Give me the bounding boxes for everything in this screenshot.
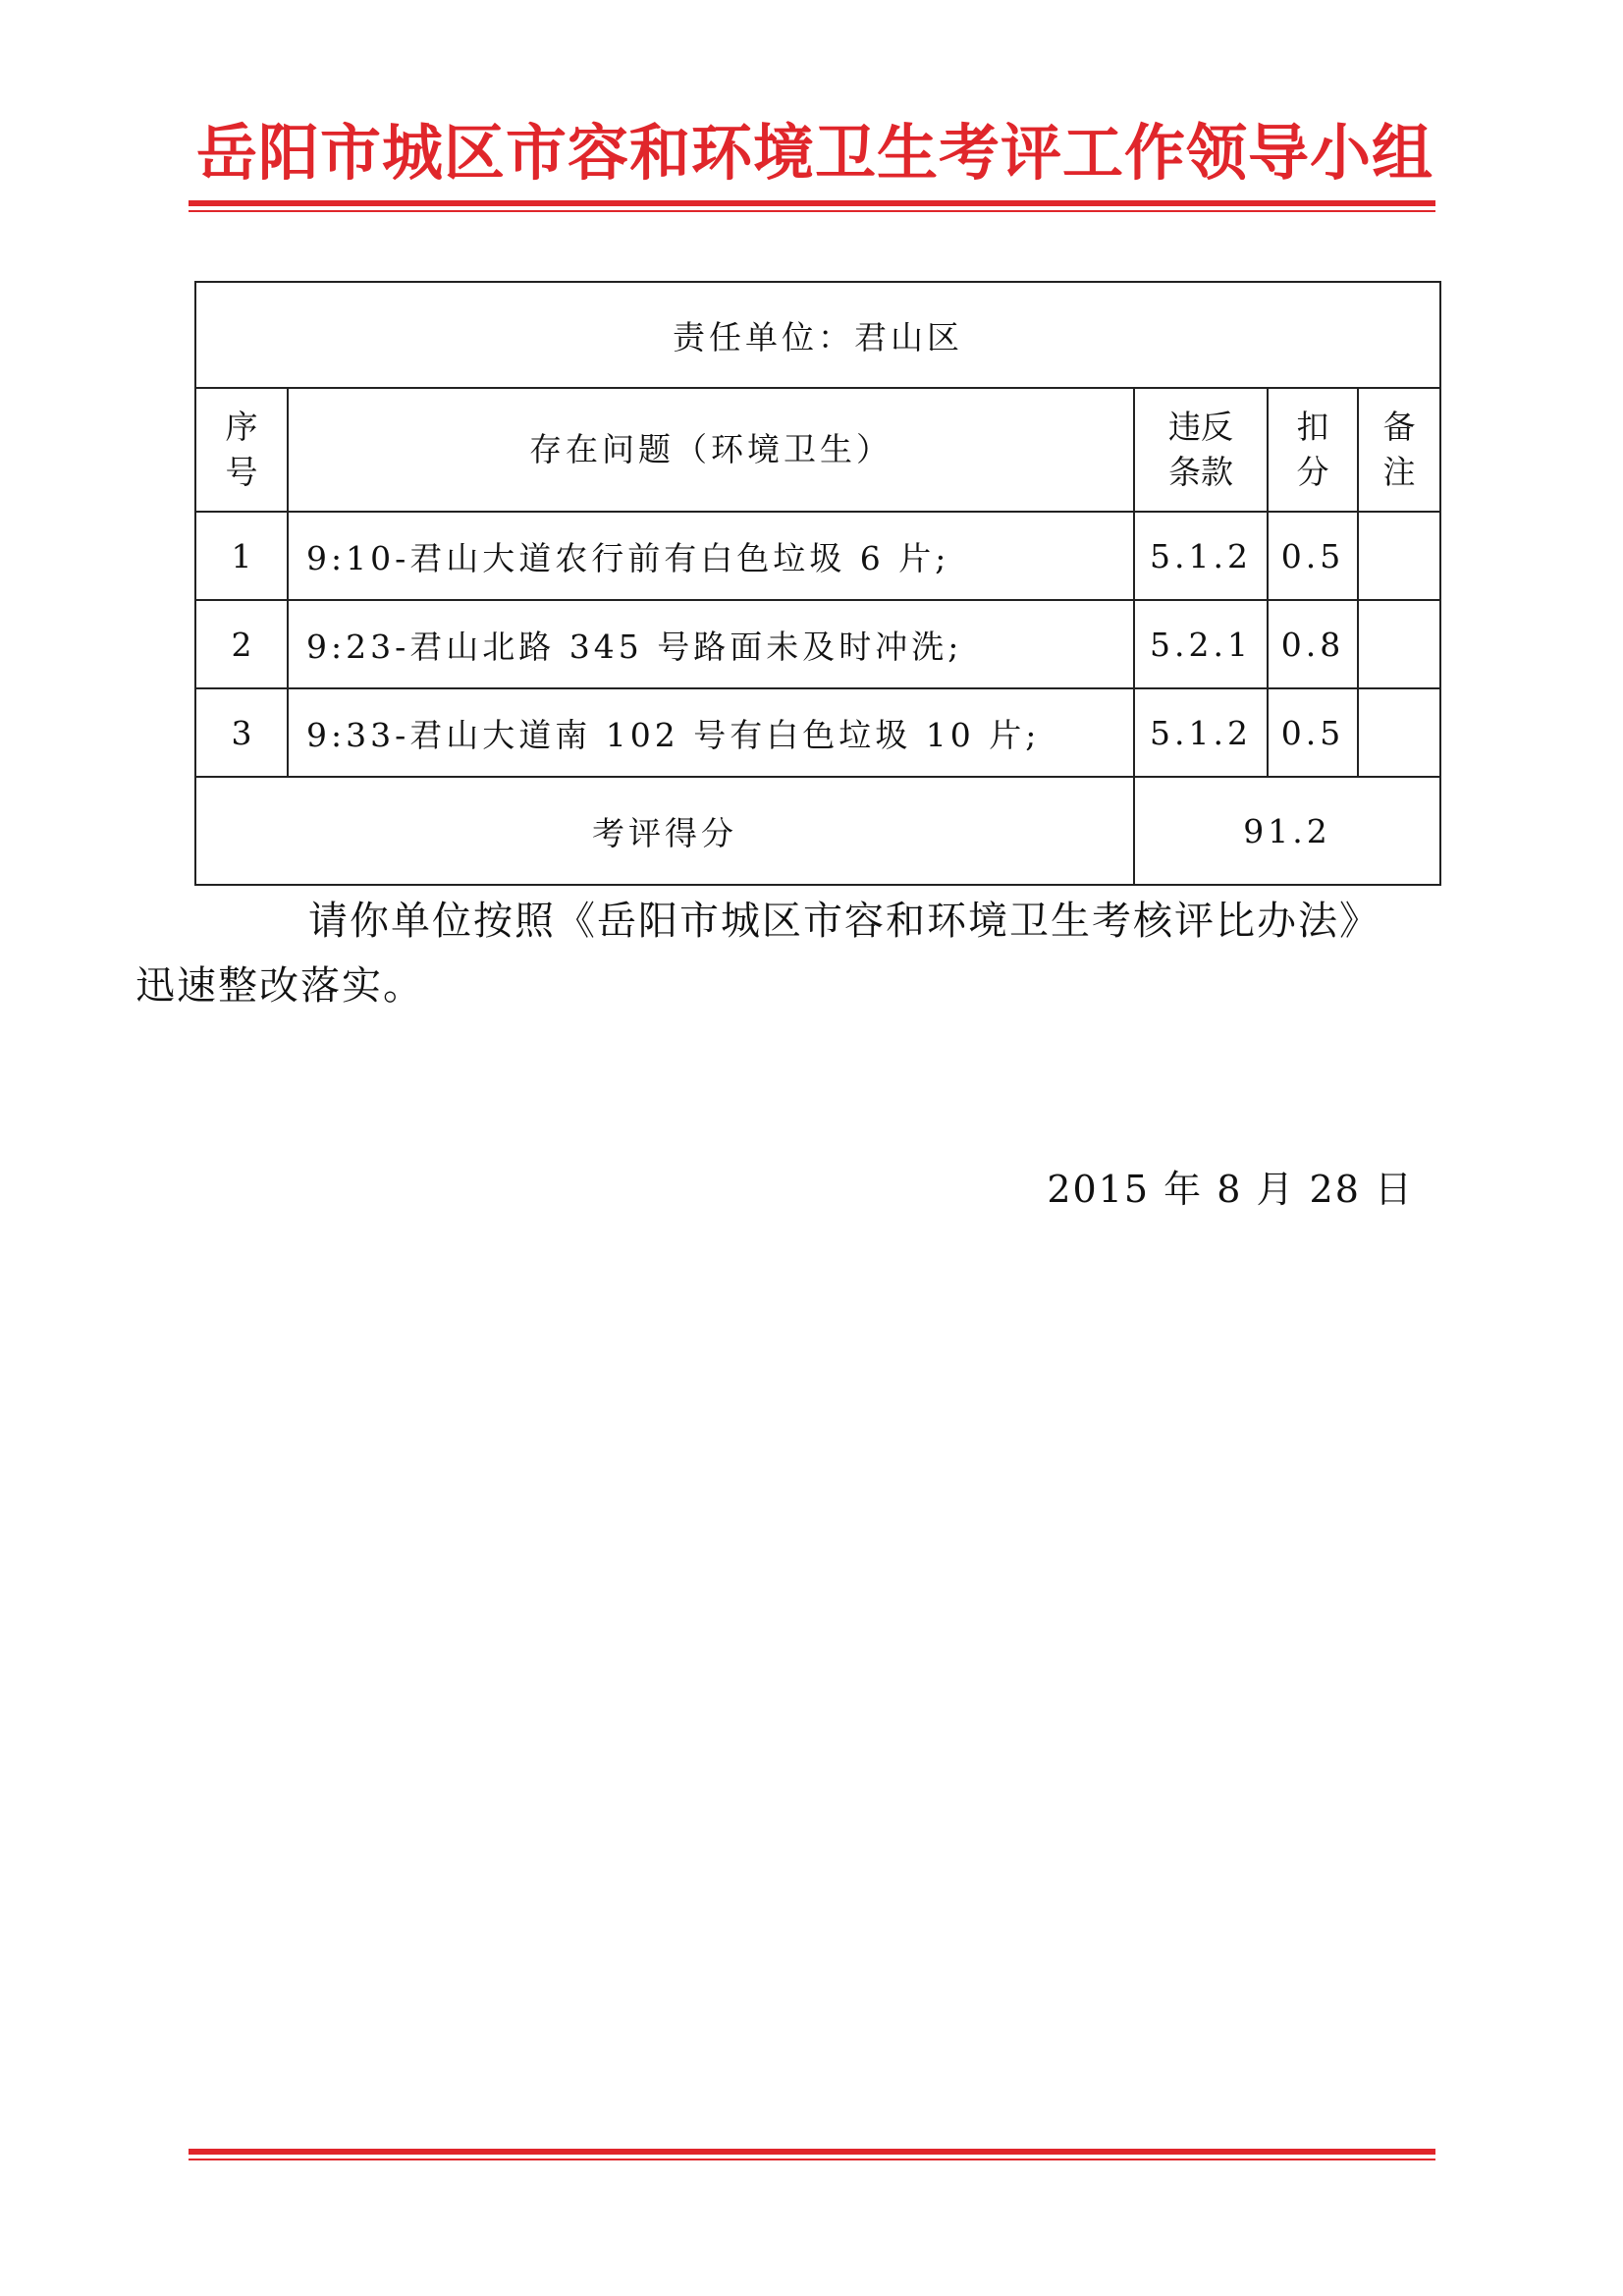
- table-row: [195, 688, 1440, 777]
- document-date: 2015 年 8 月 28 日: [1047, 1168, 1414, 1211]
- score-label: 考评得分: [195, 777, 1134, 885]
- footer-rule-thin: [189, 2159, 1435, 2160]
- row-problem: 9:33-君山大道南 102 号有白色垃圾 10 片;: [288, 688, 1134, 777]
- row-note: [1358, 512, 1440, 600]
- header-index: 序 号: [195, 388, 288, 512]
- header-note: 备 注: [1358, 388, 1440, 512]
- row-clause: 5.1.2: [1134, 512, 1268, 600]
- header-deduction: 扣 分: [1268, 388, 1358, 512]
- row-problem: 9:10-君山大道农行前有白色垃圾 6 片;: [288, 512, 1134, 600]
- row-clause: 5.1.2: [1134, 688, 1268, 777]
- row-problem: 9:23-君山北路 345 号路面未及时冲洗;: [288, 600, 1134, 688]
- header-rule-thin: [189, 210, 1435, 212]
- header-problem: 存在问题（环境卫生）: [288, 388, 1134, 512]
- row-index: 3: [195, 688, 288, 777]
- responsible-unit-row: [195, 282, 1440, 388]
- instruction-line-2: 迅速整改落实。: [135, 963, 424, 1009]
- responsible-unit-cell: 责任单位：君山区: [195, 282, 1440, 388]
- score-row: [195, 777, 1440, 885]
- table-row: [195, 600, 1440, 688]
- document-title: 岳阳市城区市容和环境卫生考评工作领导小组: [195, 117, 1434, 189]
- instruction-paragraph: [135, 889, 1439, 1018]
- inspection-table: [194, 281, 1441, 886]
- row-note: [1358, 600, 1440, 688]
- row-clause: 5.2.1: [1134, 600, 1268, 688]
- header-clause: 违反 条款: [1134, 388, 1268, 512]
- row-index: 2: [195, 600, 288, 688]
- header-rule-thick: [189, 200, 1435, 206]
- instruction-line-1: 请你单位按照《岳阳市城区市容和环境卫生考核评比办法》: [308, 899, 1380, 944]
- score-value: 91.2: [1134, 777, 1440, 885]
- table-header-row: [195, 388, 1440, 512]
- row-deduction: 0.5: [1268, 512, 1358, 600]
- row-deduction: 0.8: [1268, 600, 1358, 688]
- row-deduction: 0.5: [1268, 688, 1358, 777]
- row-note: [1358, 688, 1440, 777]
- table-row: [195, 512, 1440, 600]
- row-index: 1: [195, 512, 288, 600]
- footer-rule-thick: [189, 2149, 1435, 2155]
